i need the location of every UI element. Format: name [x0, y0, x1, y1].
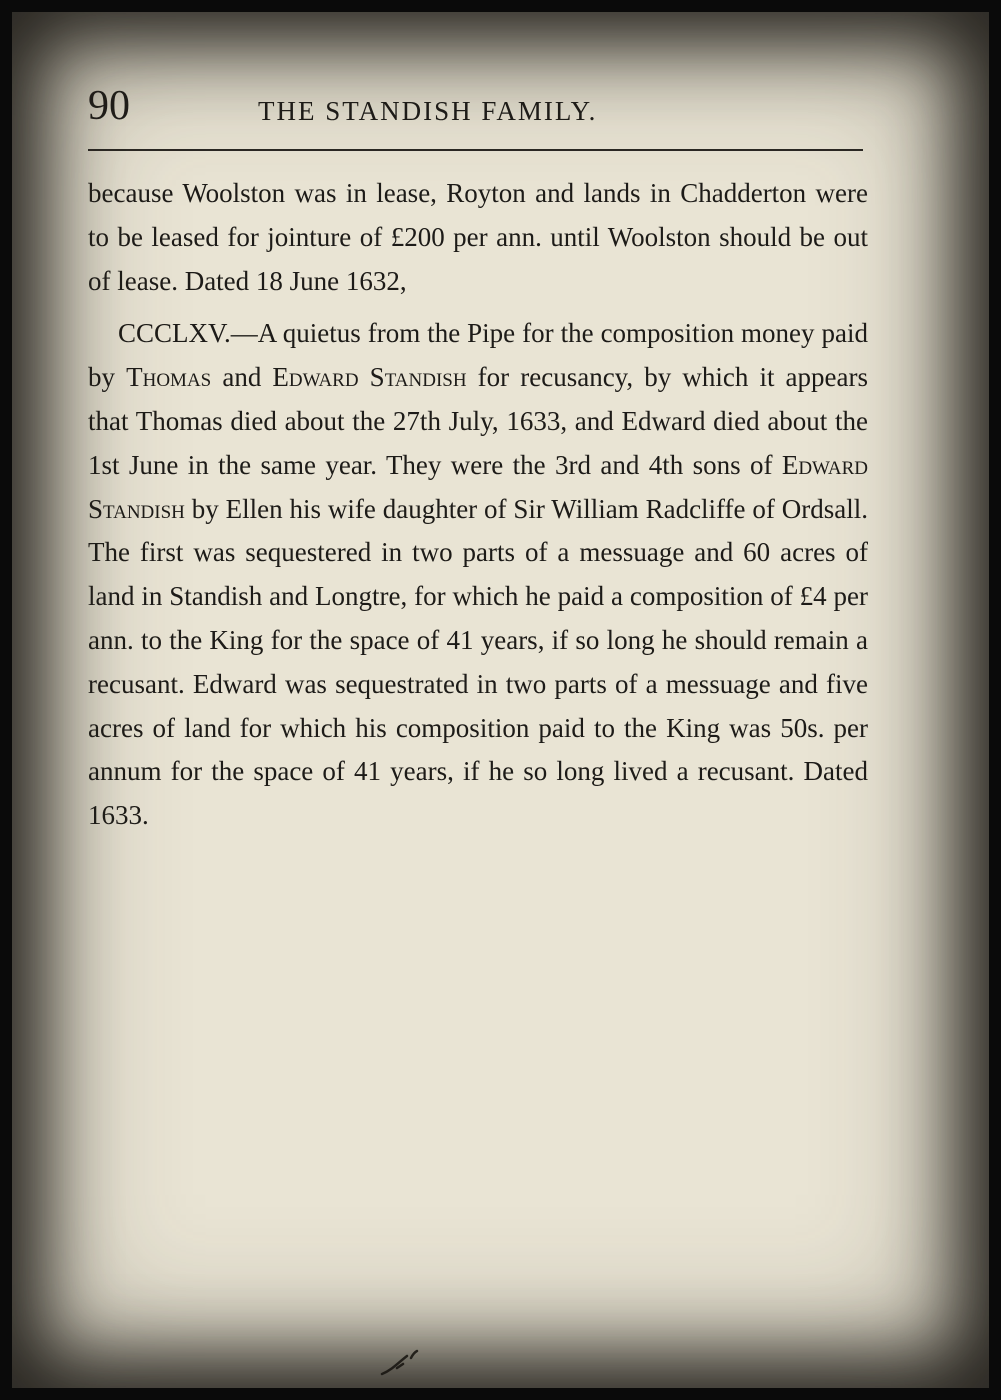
page-header	[88, 82, 868, 142]
person-name: Edward Standish	[272, 362, 467, 393]
text-run: for recusancy, by which it appears that Thomas died about the 27th July, 1633, and Edward died about the 1st June in the same year. They were the 3rd and 4th sons of	[88, 362, 869, 480]
person-name: Edward Standish	[88, 449, 868, 524]
person-name: Thomas	[126, 362, 212, 393]
paragraph-continued: because Woolston was in lease, Royton and lands in Chadderton were to be leased for jointure of £200 per ann. until Woolston should be out of lease. Dated 18 June 1632,	[88, 178, 868, 296]
page-number: 90	[88, 83, 130, 129]
text-run: CCCLXV.—A quietus from the Pipe for the composition money paid by	[88, 318, 868, 393]
paragraph-ccclxv	[88, 312, 868, 838]
page-body	[88, 172, 868, 838]
text-run: and	[211, 362, 273, 393]
pen-mark-icon	[377, 1348, 437, 1378]
text-run: by Ellen his wife daughter of Sir William Radcliffe of Ordsall. The first was sequestered in two parts of a messuage and 60 acres of land in Standish and Longtre, for which he paid a composition of £4 per ann. to the King for the space of 41 years, if so long he should remain a recusant. Edward was sequestrated in two parts of a messuage and five acres of land for which his composition paid to the King was 50s. per annum for the space of 41 years, if he so long lived a recusant. Dated 1633.	[88, 493, 868, 831]
running-head: THE STANDISH FAMILY.	[258, 96, 598, 126]
book-page	[12, 12, 989, 1388]
header-rule	[88, 149, 863, 151]
